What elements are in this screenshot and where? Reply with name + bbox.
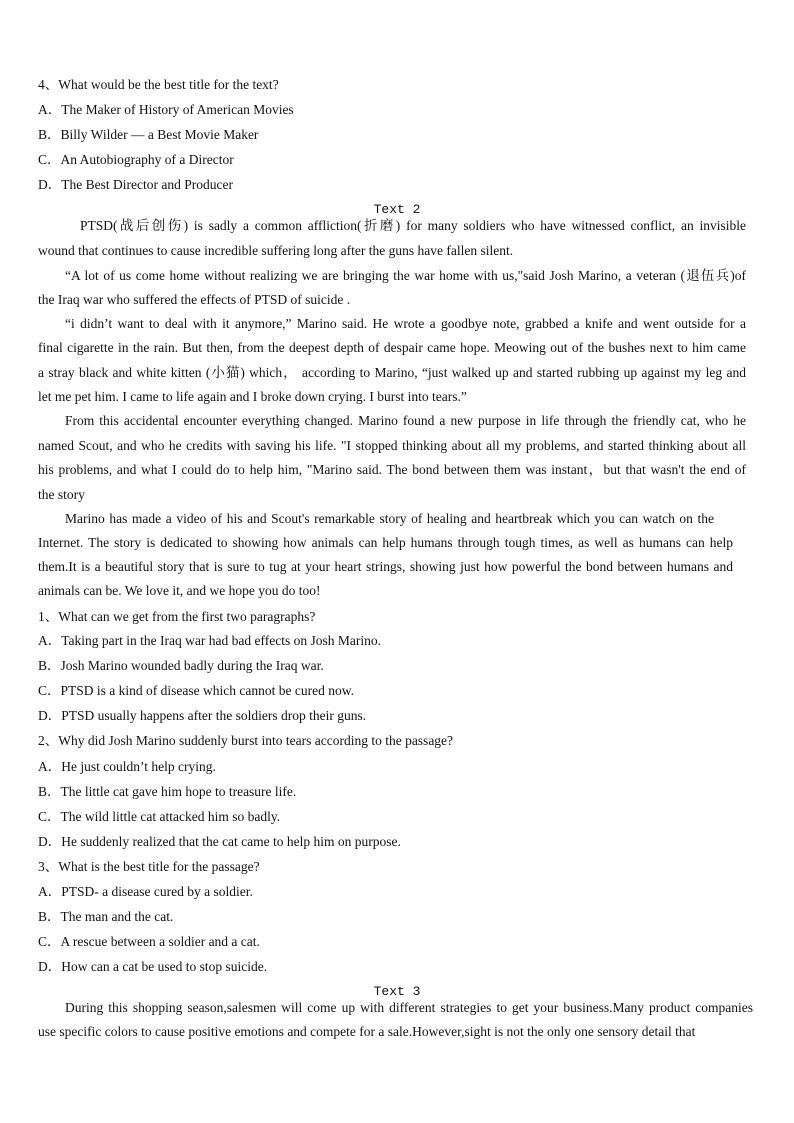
option-a: A．He just couldn’t help crying.	[38, 759, 216, 774]
passage-line: let me pet him. I came to life again and I broke down crying. I burst into tears.”	[38, 389, 467, 404]
option-b: B．Billy Wilder — a Best Movie Maker	[38, 127, 259, 142]
passage-line: the Iraq war who suffered the effects of PTSD of suicide .	[38, 292, 351, 307]
passage-line: wound that continues to cause incredible suffering long after the guns have fallen silent.	[38, 243, 514, 258]
passage-line: them.It is a beautiful story that is sure to tug at your heart strings, showing just how powerful the bond between humans and	[38, 559, 733, 574]
passage-line: a stray black and white kitten (小猫) which， according to Marino, “just walked up and started rubbing up against my leg and	[38, 365, 746, 380]
section-heading: Text 3	[373, 984, 421, 999]
option-b: B．The man and the cat.	[38, 909, 174, 924]
question-text: 3、What is the best title for the passage?	[38, 859, 260, 874]
option-d: D．How can a cat be used to stop suicide.	[38, 959, 268, 974]
passage-line: use specific colors to cause positive emotions and compete for a sale.However,sight is not the only one sensory detail that	[38, 1024, 696, 1039]
option-c: C．An Autobiography of a Director	[38, 152, 234, 167]
passage-line: final cigarette in the rain. But then, from the deepest depth of despair came hope. Meowing out of the bushes next to him came	[38, 340, 746, 355]
passage-line: named Scout, and who he credits with saving his life. "I stopped thinking about all my problems, and started thinking about all	[38, 438, 746, 453]
passage-line: “i didn’t want to deal with it anymore,” Marino said. He wrote a goodbye note, grabbed a knife and went outside for a	[65, 316, 746, 331]
passage-line: From this accidental encounter everything changed. Marino found a new purpose in life through the friendly cat, who he	[65, 413, 746, 428]
passage-line: animals can be. We love it, and we hope you do too!	[38, 583, 321, 598]
option-b: B．Josh Marino wounded badly during the Iraq war.	[38, 658, 324, 673]
option-b: B．The little cat gave him hope to treasure life.	[38, 784, 297, 799]
question-text: 4、What would be the best title for the text?	[38, 77, 279, 92]
passage-line: “A lot of us come home without realizing we are bringing the war home with us,"said Josh Marino, a veteran (退伍兵)of	[65, 268, 746, 283]
option-c: C．PTSD is a kind of disease which cannot be cured now.	[38, 683, 354, 698]
option-d: D．He suddenly realized that the cat came to help him on purpose.	[38, 834, 401, 849]
question-text: 1、What can we get from the first two paragraphs?	[38, 609, 316, 624]
option-d: D．PTSD usually happens after the soldiers drop their guns.	[38, 708, 367, 723]
passage-line: Marino has made a video of his and Scout's remarkable story of healing and heartbreak which you can watch on the	[65, 511, 714, 526]
option-a: A．PTSD- a disease cured by a soldier.	[38, 884, 253, 899]
passage-line: Internet. The story is dedicated to showing how animals can help humans through tough times, as well as humans can help	[38, 535, 733, 550]
passage-line: the story	[38, 487, 85, 502]
option-c: C．The wild little cat attacked him so badly.	[38, 809, 281, 824]
option-a: A．The Maker of History of American Movies	[38, 102, 294, 117]
option-a: A．Taking part in the Iraq war had bad effects on Josh Marino.	[38, 633, 381, 648]
passage-line: During this shopping season,salesmen will come up with different strategies to get your business.Many product companies	[65, 1000, 753, 1015]
passage-line: PTSD(战后创伤) is sadly a common affliction(折磨) for many soldiers who have witnessed conflict, an invisible	[80, 218, 746, 233]
question-text: 2、Why did Josh Marino suddenly burst into tears according to the passage?	[38, 733, 454, 748]
section-heading: Text 2	[373, 202, 421, 217]
option-c: C．A rescue between a soldier and a cat.	[38, 934, 260, 949]
passage-line: his problems, and what I could do to help him, "Marino said. The bond between them was instant，but that wasn't the end of	[38, 462, 746, 477]
option-d: D．The Best Director and Producer	[38, 177, 233, 192]
